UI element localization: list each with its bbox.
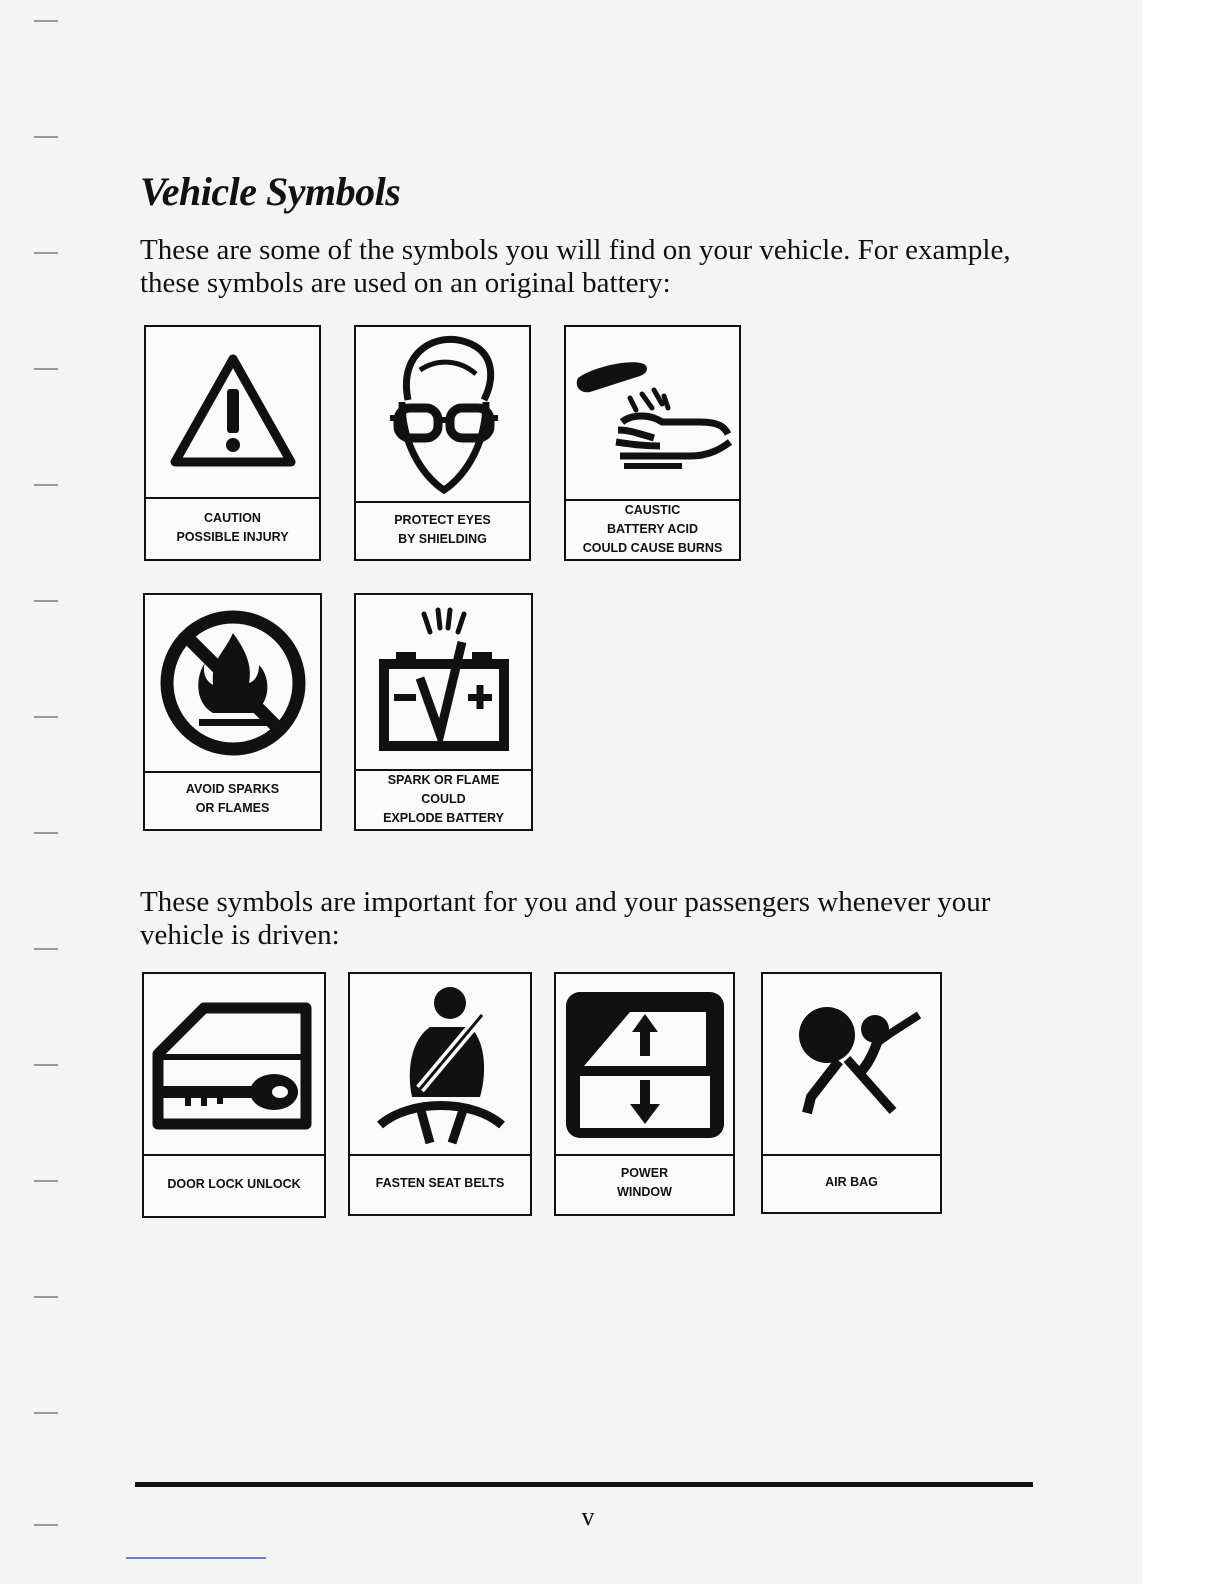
margin-tick — [34, 484, 58, 486]
margin-tick — [34, 832, 58, 834]
symbol-caption: SPARK OR FLAME COULD EXPLODE BATTERY — [383, 772, 504, 825]
symbol-caption: PROTECT EYES BY SHIELDING — [394, 513, 491, 546]
seat-belt-icon — [360, 979, 520, 1149]
margin-tick — [34, 716, 58, 718]
door-lock-icon — [148, 994, 320, 1134]
symbol-caption: DOOR LOCK UNLOCK — [167, 1176, 301, 1191]
margin-tick — [34, 1412, 58, 1414]
margin-tick — [34, 1296, 58, 1298]
page-title: Vehicle Symbols — [140, 169, 401, 214]
symbol-caption: AVOID SPARKS OR FLAMES — [185, 782, 280, 815]
margin-tick — [34, 1180, 58, 1182]
symbol-power-window-card — [554, 972, 735, 1216]
symbol-air-bag-card — [761, 972, 942, 1214]
symbol-caustic-acid-card — [564, 325, 741, 561]
bottom-accent-line — [126, 1557, 266, 1559]
symbol-seat-belt-card — [348, 972, 532, 1216]
symbol-caption: CAUSTIC BATTERY ACID COULD CAUSE BURNS — [582, 502, 723, 555]
air-bag-icon — [777, 989, 927, 1139]
intro-paragraph: These are some of the symbols you will find on your vehicle. For example, these symbols are used on an original battery: — [140, 234, 1011, 299]
margin-tick — [34, 20, 58, 22]
symbol-exploding-battery-card — [354, 593, 533, 831]
margin-tick — [34, 600, 58, 602]
footer-rule — [135, 1482, 1033, 1487]
power-window-icon — [560, 984, 730, 1144]
symbol-caption: CAUTION POSSIBLE INJURY — [176, 511, 289, 544]
margin-tick — [34, 948, 58, 950]
margin-tick — [34, 136, 58, 138]
symbol-caption: POWER WINDOW — [617, 1166, 672, 1199]
second-paragraph: These symbols are important for you and your passengers whenever your vehicle is driven: — [140, 886, 991, 951]
margin-tick — [34, 368, 58, 370]
margin-tick — [34, 1064, 58, 1066]
protect-eyes-icon — [368, 330, 518, 498]
symbol-caution-card — [144, 325, 321, 561]
symbol-protect-eyes-card — [354, 325, 531, 561]
page-number: v — [581, 1502, 595, 1531]
warning-triangle-icon — [163, 347, 303, 477]
symbol-no-flames-card — [143, 593, 322, 831]
symbol-caption: AIR BAG — [825, 1174, 878, 1189]
exploding-battery-icon — [364, 602, 524, 762]
symbol-door-lock-card — [142, 972, 326, 1218]
margin-tick — [34, 252, 58, 254]
caustic-acid-icon — [570, 338, 735, 488]
no-flames-icon — [153, 603, 313, 763]
margin-tick — [34, 1524, 58, 1526]
symbol-caption: FASTEN SEAT BELTS — [375, 1175, 505, 1190]
